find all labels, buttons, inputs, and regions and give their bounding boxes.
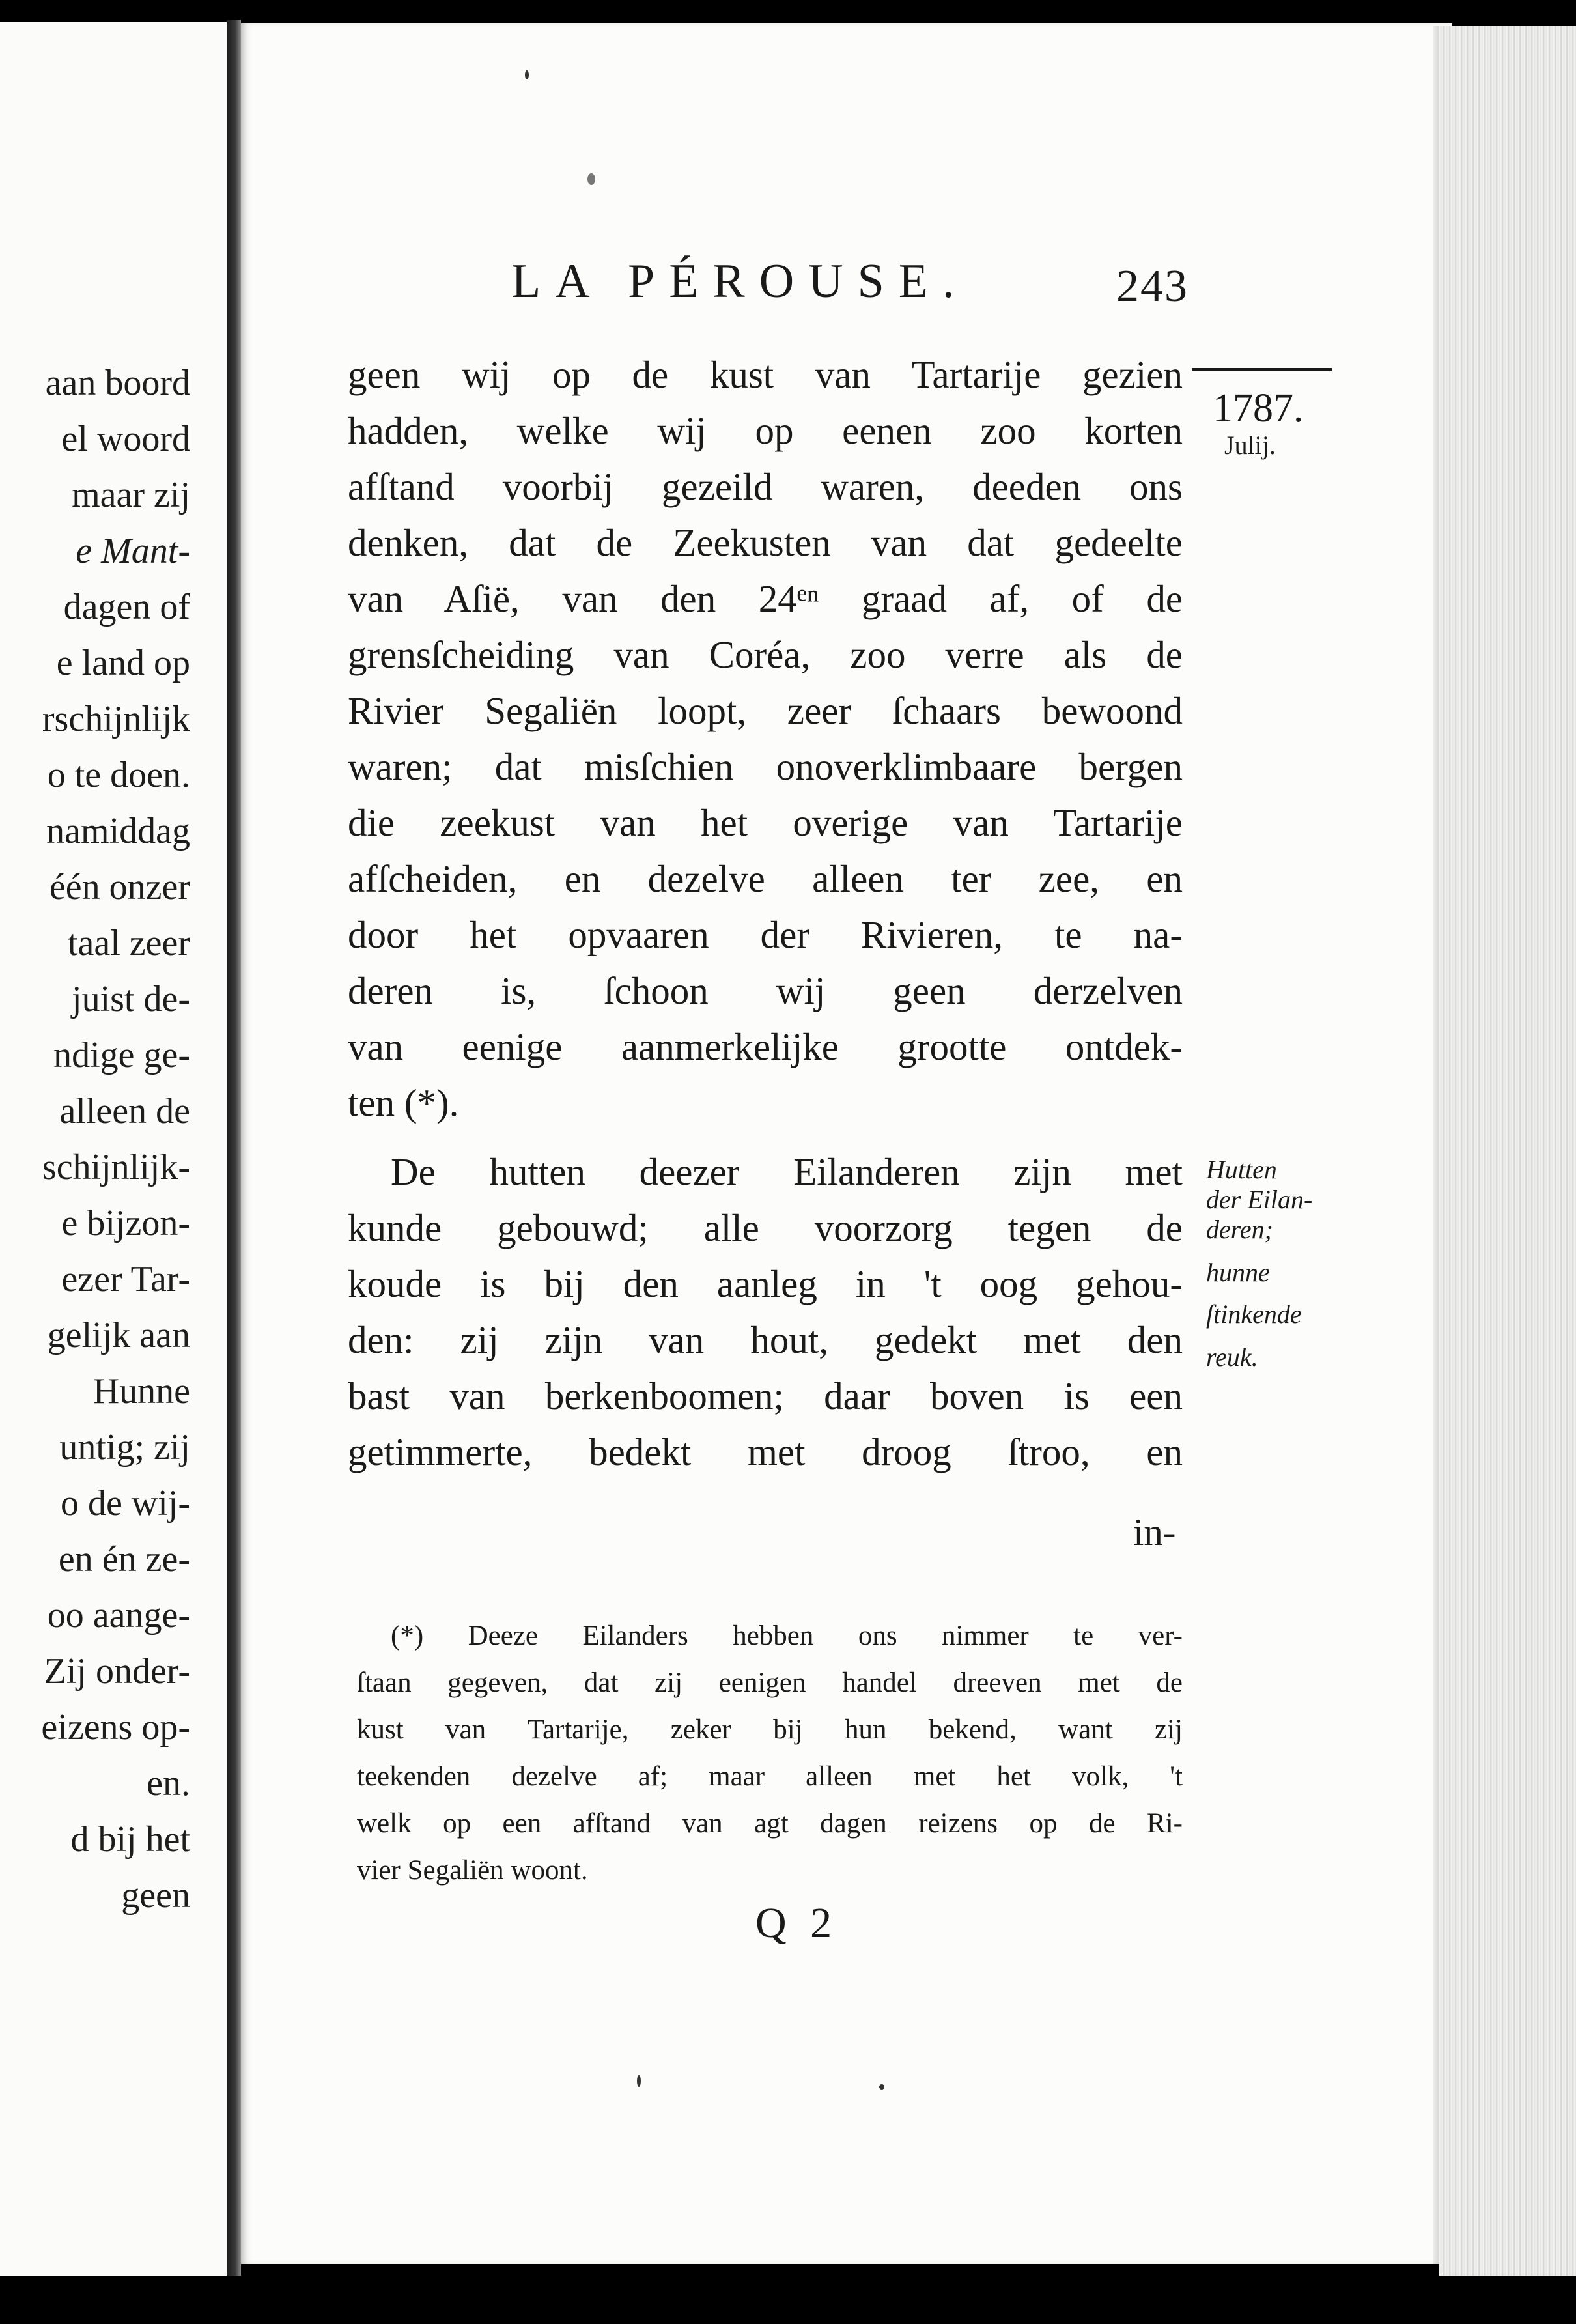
body-line: van Aſië, van den 24ᵉⁿ graad af, of de — [348, 577, 1183, 620]
left-page-line: namiddag — [46, 811, 190, 851]
scan-border-bottom — [0, 2276, 1576, 2324]
margin-year: 1787. — [1213, 386, 1304, 431]
left-page-line: dagen of — [63, 587, 190, 627]
body-line: bast van berkenboomen; daar boven is een — [348, 1374, 1183, 1417]
left-page-line: geen — [121, 1875, 190, 1916]
scan-border-top — [0, 0, 1576, 22]
footnote-line: vier Segaliën woont. — [357, 1855, 588, 1886]
left-page-line: el woord — [61, 419, 190, 459]
left-page-line: o de wij- — [60, 1483, 190, 1523]
left-page-line: schijnlijk- — [42, 1147, 190, 1187]
left-page-line: eizens op- — [41, 1707, 190, 1748]
footnote-line: teekenden dezelve af; maar alleen met het volk, 't — [357, 1761, 1183, 1792]
body-line: ten (*). — [348, 1081, 459, 1124]
left-page-line: o te doen. — [47, 755, 190, 795]
body-line: denken, dat de Zeekusten van dat gedeelte — [348, 521, 1183, 564]
footnote-line: welk op een afſtand van agt dagen reizens op de Ri- — [357, 1808, 1183, 1839]
left-page-line: e land op — [56, 643, 190, 683]
left-page-line: maar zij — [72, 475, 190, 515]
signature-mark: Q 2 — [755, 1899, 839, 1947]
left-page-line: aan boord — [45, 363, 190, 403]
footnote-line: kust van Tartarije, zeker bij hun bekend, want zij — [357, 1714, 1183, 1745]
body-line: afſtand voorbij gezeild waren, deeden ons — [348, 465, 1183, 508]
margin-rule — [1192, 368, 1332, 371]
left-page-line: rschijnlijk — [42, 699, 190, 739]
page-number: 243 — [1116, 261, 1189, 311]
body-line: den: zij zijn van hout, gedekt met den — [348, 1318, 1183, 1361]
side-note-line: der Eilan- — [1206, 1185, 1313, 1214]
ink-speck — [525, 70, 529, 79]
body-line: koude is bij den aanleg in 't oog gehou- — [348, 1262, 1183, 1305]
side-note-line: deren; — [1206, 1215, 1273, 1244]
left-page-line: untig; zij — [59, 1427, 190, 1467]
margin-month: Julij. — [1224, 431, 1276, 460]
left-page-line: en. — [147, 1763, 190, 1804]
left-page-line: Zij onder- — [44, 1651, 190, 1692]
body-line: De hutten deezer Eilanderen zijn met — [391, 1150, 1183, 1193]
side-note-line: Hutten — [1206, 1155, 1277, 1184]
body-line: afſcheiden, en dezelve alleen ter zee, en — [348, 857, 1183, 900]
body-line: van eenige aanmerkelijke grootte ontdek- — [348, 1025, 1183, 1068]
body-line: kunde gebouwd; alle voorzorg tegen de — [348, 1206, 1183, 1249]
footnote-line: ſtaan gegeven, dat zij eenigen handel dreeven met de — [357, 1667, 1183, 1698]
side-note-line: reuk. — [1206, 1342, 1258, 1372]
running-head: LA PÉROUSE. — [511, 255, 969, 308]
body-line: Rivier Segaliën loopt, zeer ſchaars bewoond — [348, 689, 1183, 732]
left-page-line: d bij het — [70, 1819, 190, 1860]
left-page-line: alleen de — [59, 1091, 190, 1131]
body-line: geen wij op de kust van Tartarije gezien — [348, 353, 1183, 396]
side-note-line: hunne — [1206, 1258, 1270, 1287]
body-line: getimmerte, bedekt met droog ſtroo, en — [348, 1430, 1183, 1473]
left-page-line: en én ze- — [58, 1539, 190, 1580]
left-page-line: één onzer — [49, 867, 190, 907]
page-edges — [1439, 26, 1576, 2280]
left-page-line: juist de- — [72, 979, 190, 1019]
left-page-line: ndige ge- — [53, 1035, 190, 1075]
body-line: deren is, ſchoon wij geen derzelven — [348, 969, 1183, 1012]
body-line: hadden, welke wij op eenen zoo korten — [348, 409, 1183, 452]
footnote-line: (*) Deeze Eilanders hebben ons nimmer te ver- — [391, 1621, 1183, 1651]
book-gutter — [227, 20, 241, 2286]
catchword: in- — [1133, 1510, 1176, 1553]
left-page-line: gelijk aan — [47, 1315, 190, 1355]
body-line: door het opvaaren der Rivieren, te na- — [348, 913, 1183, 956]
left-page-line: taal zeer — [67, 923, 190, 963]
side-note-line: ſtinkende — [1206, 1299, 1302, 1329]
left-page-line: oo aange- — [47, 1595, 190, 1636]
left-page-line: e bijzon- — [61, 1203, 190, 1243]
body-line: grensſcheiding van Coréa, zoo verre als de — [348, 633, 1183, 676]
ink-speck — [879, 2084, 884, 2090]
left-page-line: ezer Tar- — [61, 1259, 190, 1299]
body-line: waren; dat misſchien onoverklimbaare bergen — [348, 745, 1183, 788]
body-line: die zeekust van het overige van Tartarije — [348, 801, 1183, 844]
left-page — [0, 22, 227, 2276]
ink-speck — [637, 2075, 641, 2087]
ink-speck — [587, 173, 595, 185]
left-page-line: Hunne — [92, 1371, 190, 1411]
left-page-line: e Mant- — [76, 531, 190, 571]
